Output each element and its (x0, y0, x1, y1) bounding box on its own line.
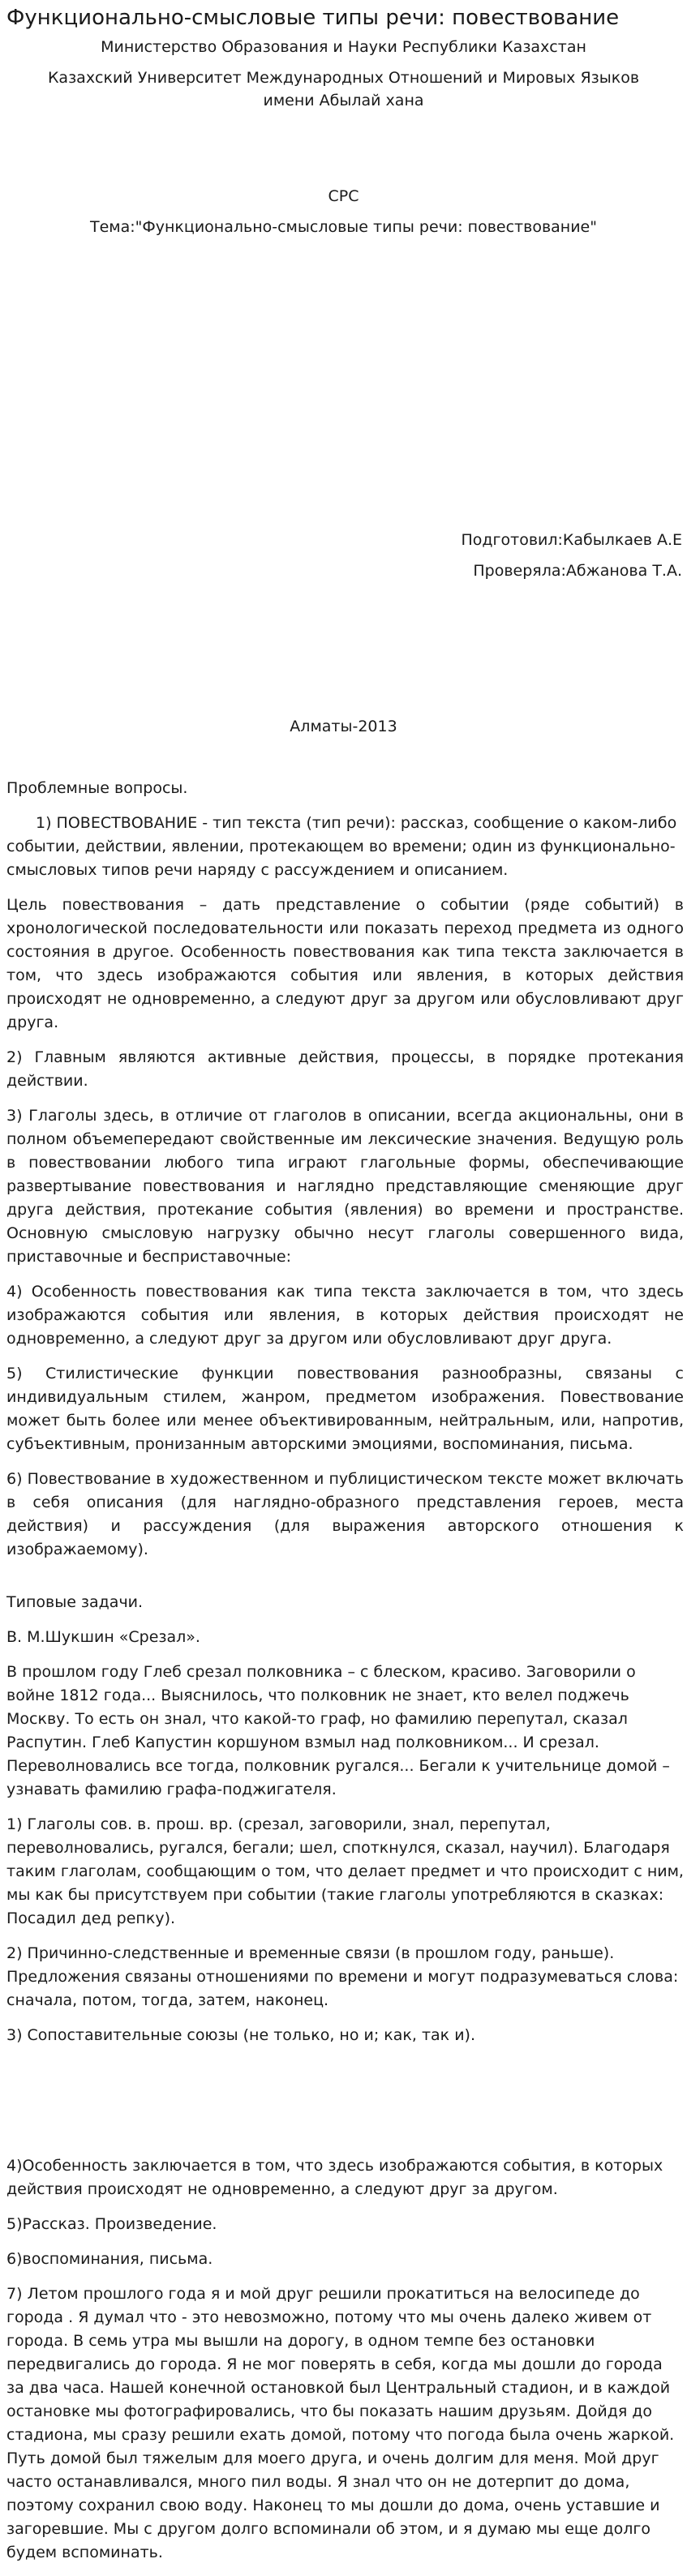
problem-paragraph: 4) Особенность повествования как типа текста заключается в том, что здесь изображаются события или явления, в которых действия происходят не одновременно, а следуют друг за другом или обусловливают друг друга. (6, 1283, 684, 1348)
tasks-source: В. М.Шукшин «Срезал». (6, 1628, 200, 1646)
spacer (6, 1573, 684, 1591)
work-type: СРС (328, 187, 359, 205)
answer-item: 5)Рассказ. Произведение. (6, 2215, 217, 2233)
problem-paragraph: 1) ПОВЕСТВОВАНИЕ - тип текста (тип речи): рассказ, сообщение о каком-либо событии, действии, явлении, протекающем во времени; один из функционально-смысловых типов речи наряду с рассуждением и описанием. (6, 814, 677, 879)
answer-item: 1) Глаголы сов. в. прош. вр. (срезал, заговорили, знал, перепутал, переволновались, ругался, бегали; шел, споткнулся, сказал, научил). Благодаря таким глаголам, сообщающим о том, что делает предмет и что происходит с ним, мы как бы присутствуем при событии (такие глаголы употребляются в сказках: Посадил дед репку). (6, 1815, 684, 1927)
tasks-heading: Типовые задачи. (6, 1593, 144, 1611)
answer-item: 7) Летом прошлого года я и мой друг решили прокатиться на велосипеде до города . Я думал что - это невозможно, потому что мы очень далеко живем от города. В семь утра мы вышли на дорогу, в одном темпе без остановки передвигались до города. Я не мог поверять в себя, когда мы дошли до города за два часа. Нашей конечной остановкой был Центральный стадион, и в каждой остановке мы фотографировались, что бы показать нашим друзьям. Дойдя до стадиона, мы сразу решили ехать домой, потому что погода была очень жаркой. Путь домой был тяжелым для моего друга, и очень долгим для меня. Мой друг часто останавливался, много пил воды. Я знал что он не дотерпит до дома, поэтому сохранил свою воду. Наконец то мы дошли до дома, очень уставшие и загоревшие. Мы с другом долго вспоминали об этом, и я думаю мы еще долго будем вспоминать. (6, 2285, 675, 2561)
problem-paragraph: Цель повествования – дать представление о событии (ряде событий) в хронологической последовательности или показать переход предмета из одного состояния в другое. Особенность повествования как типа текста заключается в том, что здесь изображаются события или явления, в которых действия происходят не одновременно, а следуют друг за другом или обусловливают друг друга. (6, 896, 684, 1031)
answer-item: 6)воспоминания, письма. (6, 2250, 213, 2268)
spacer (6, 2059, 684, 2154)
answer-item: 2) Причинно-следственные и временные связи (в прошлом году, раньше). Предложения связаны отношениями по времени и могут подразумеваться слова: сначала, потом, тогда, затем, наконец. (6, 1944, 679, 2009)
answer-item: 3) Сопоставительные союзы (не только, но и; как, так и). (6, 2026, 475, 2044)
checked-by: Проверяла:Абжанова Т.А. (473, 562, 682, 580)
document-body (6, 777, 684, 2576)
problem-paragraph: 3) Глаголы здесь, в отличие от глаголов в описании, всегда акциональны, они в полном объемепередают свойственные им лексические значения. Ведущую роль в повествовании любого типа играют глагольные формы, обеспечивающие развертывание повествования и наглядно представляющие сменяющие друг друга действия, протекание события (явления) во времени и пространстве. Основную смысловую нагрузку обычно несут глаголы совершенного вида, приставочные и бесприставочные: (6, 1107, 684, 1266)
document-title: Функционально-смысловые типы речи: повествование (6, 6, 620, 30)
university-name-line: имени Абылай хана (263, 92, 424, 109)
university-line: Казахский Университет Международных Отношений и Мировых Языков (47, 69, 640, 87)
problems-heading: Проблемные вопросы. (6, 779, 188, 797)
ministry-line: Министерство Образования и Науки Республики Казахстан (101, 38, 586, 56)
topic-line: Тема:"Функционально-смысловые типы речи: повествование" (89, 218, 597, 236)
answer-item: 4)Особенность заключается в том, что здесь изображаются события, в которых действия происходят не одновременно, а следуют друг за другом. (6, 2157, 663, 2198)
prepared-by: Подготовил:Кабылкаев А.Е (461, 531, 682, 549)
problem-paragraph: 5) Стилистические функции повествования разнообразны, связаны с индивидуальным стилем, жанром, предметом изображения. Повествование может быть более или менее объективированным, нейтральным, или, напротив, субъективным, пронизанным авторскими эмоциями, воспоминания, письма. (6, 1365, 684, 1453)
tasks-excerpt: В прошлом году Глеб срезал полковника – с блеском, красиво. Заговорили о войне 1812 года... Выяснилось, что полковник не знает, кто велел поджечь Москву. То есть он знал, что какой-то граф, но фамилию перепутал, сказал Распутин. Глеб Капустин коршуном взмыл над полковником... И срезал. Переволновались все тогда, полковник ругался... Бегали к учительнице домой –узнавать фамилию графа-поджигателя. (6, 1663, 670, 1798)
problem-paragraph: 6) Повествование в художественном и публицистическом тексте может включать в себя описания (для наглядно-образного представления героев, места действия) и рассуждения (для выражения авторского отношения к изображаемому). (6, 1470, 684, 1558)
problem-paragraph: 2) Главным являются активные действия, процессы, в порядке протекания действии. (6, 1048, 684, 1090)
city-year: Алматы-2013 (290, 718, 397, 735)
